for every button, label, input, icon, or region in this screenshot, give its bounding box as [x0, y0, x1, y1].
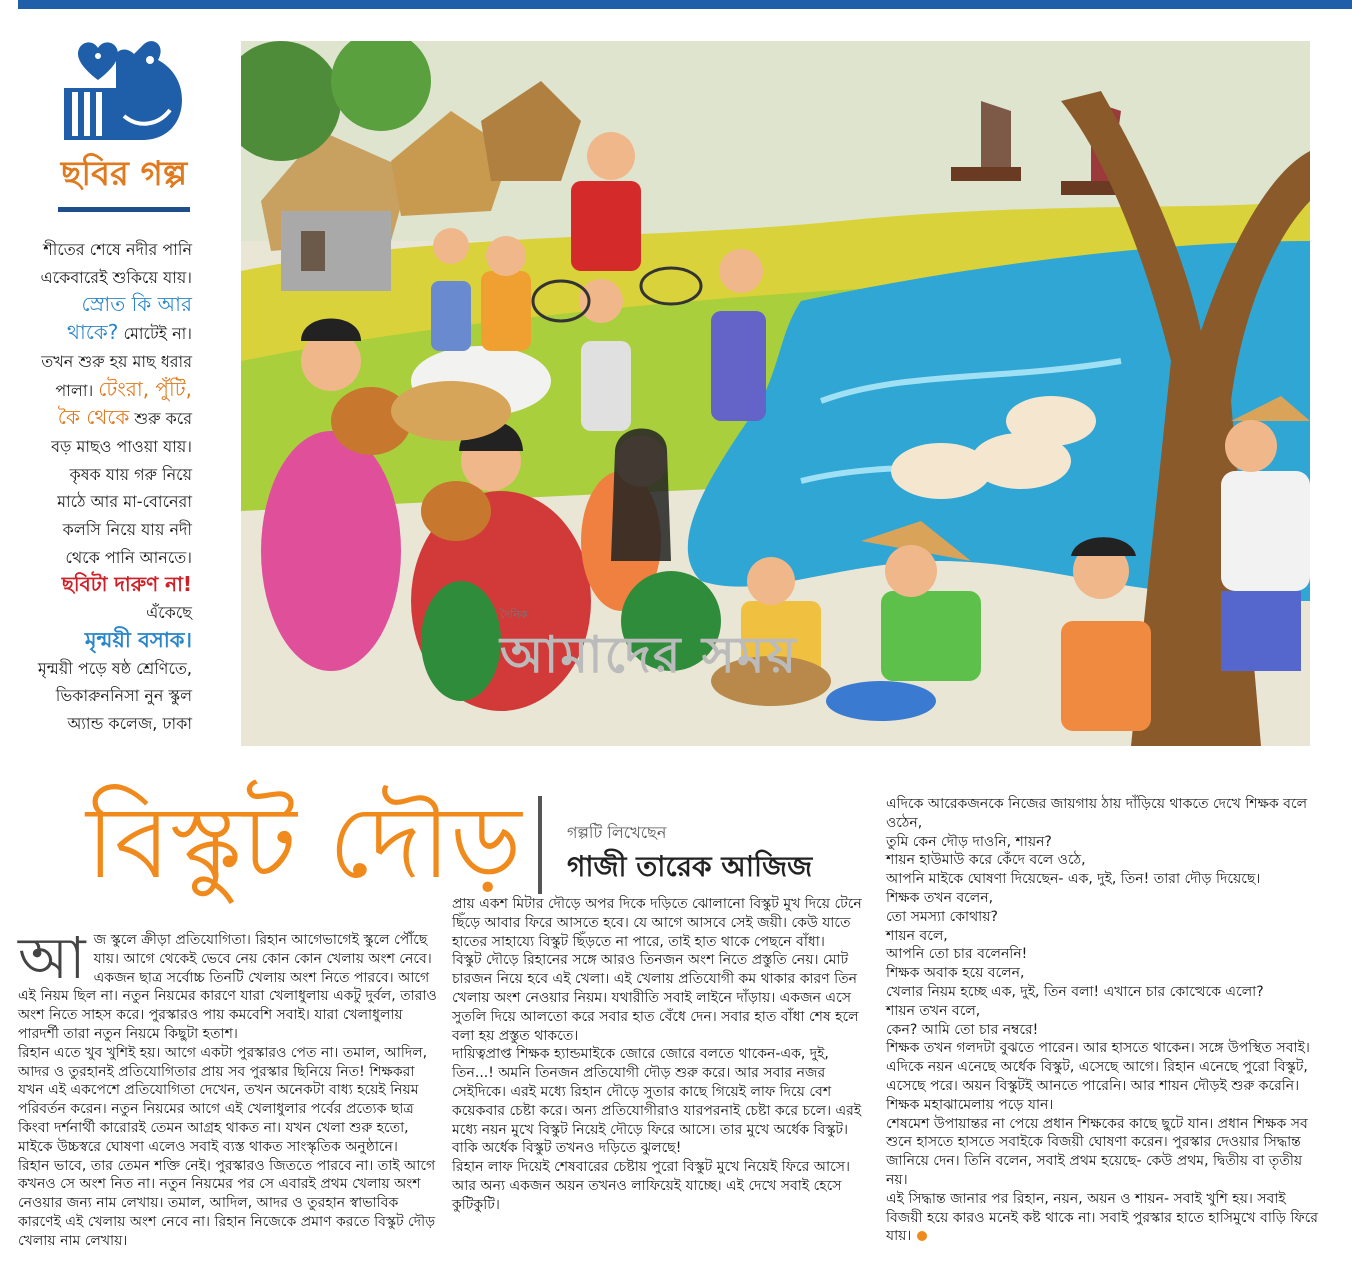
end-mark-icon: [917, 1231, 927, 1241]
caption-line: মাঠে আর মা-বোনেরা: [57, 492, 192, 512]
caption-line: ভিকারুননিসা নুন স্কুল: [55, 686, 192, 706]
caption-line: মোটেই না।: [118, 324, 192, 344]
paragraph: আপনি তো চার বলেননি!: [886, 946, 1028, 963]
section-underline: [58, 207, 190, 212]
paragraph: প্রায় একশ মিটার দৌড়ে অপর দিকে দড়িতে ঝোলানো বিস্কুট মুখ দিয়ে টেনে ছিঁড়ে আবার ফিরে আসতে হবে। যে আগে আসবে সেই জয়ী। কেউ যাতে হাতের সাহায্যে বিস্কুট ছিঁড়তে না পারে, তাই হাত থাকে পেছনে বাঁধা।: [452, 896, 862, 950]
caption-highlight: ছবিটা দারুণ না!: [61, 572, 192, 597]
caption-highlight: থাকে?: [67, 320, 119, 345]
paragraph: শায়ন তখন বলে,: [886, 1002, 981, 1019]
paragraph: রিহান ভাবে, তার তেমন শক্তি নেই। পুরস্কারও জিততে পারবে না। তাই আগে কখনও সে অংশ নিত না। নতুন নিয়মের পর সে এবারই প্রথম খেলায় অংশ নেওয়ার জন্য নাম লেখায়। তমাল, আদিল, আদর ও তুরহান স্বাভাবিক কারণেই এই খেলায় অংশ নেবে না। রিহান নিজেকে প্রমাণ করতে বিস্কুট দৌড় খেলায় নাম লেখায়।: [18, 1157, 436, 1249]
story-column-3: [886, 795, 1318, 1246]
watermark-title: আমাদের সময়: [500, 625, 799, 684]
caption-highlight: টেংরা, পুঁটি,: [98, 376, 192, 401]
caption-highlight: কৈ থেকে: [57, 405, 130, 430]
paragraph: কেন? আমি তো চার নম্বরে!: [886, 1021, 1039, 1038]
paragraph: এদিকে নয়ন এনেছে অর্ধেক বিস্কুট, এসেছে আগে। রিহান এনেছে পুরো বিস্কুট, এসেছে পরে। অয়ন বিস্কুটই আনতে পারেনি। আর শায়ন দৌড়ই শুরু করেনি। শিক্ষক মহাঝামেলায় পড়ে যান।: [886, 1059, 1308, 1113]
paragraph: এদিকে আরেকজনকে নিজের জায়গায় ঠায় দাঁড়িয়ে থাকতে দেখে শিক্ষক বলে ওঠেন,: [886, 796, 1308, 831]
byline-divider: [538, 796, 542, 894]
story-column-2: [452, 895, 872, 1215]
caption-line: কৃষক যায় গরু নিয়ে: [69, 464, 192, 484]
bird-heart-logo-icon: [58, 36, 188, 148]
paragraph: রিহান এতে খুব খুশিই হয়। আগে একটা পুরস্কারও পেত না। তমাল, আদিল, আদর ও তুরহানই প্রতিযোগিতার প্রায় সব পুরস্কার ছিনিয়ে নিত! শিক্ষকরা যখন এই একপেশে প্রতিযোগিতা দেখেন, তখন অনেকটা বাধ্য হয়েই নিয়ম পরিবর্তন করেন। নতুন নিয়মের আগে এই খেলাধুলার পর্বের প্রত্যেক ছাত্র কিংবা দর্শনার্থী কারোরই তেমন আগ্রহ থাকত না। যখন খেলা শুরু হতো, মাইকে উচ্চস্বরে ঘোষণা এলেও সবাই ব্যস্ত থাকত সাংস্কৃতিক অনুষ্ঠানে।: [18, 1044, 428, 1155]
story-title: বিস্কুট দৌড়: [86, 784, 522, 901]
paragraph: তুমি কেন দৌড় দাওনি, শায়ন?: [886, 833, 1052, 850]
caption-line: শুরু করে: [129, 409, 192, 429]
drop-cap: আ: [18, 924, 86, 992]
paragraph: দায়িত্বপ্রাপ্ত শিক্ষক হ্যান্ডমাইকে জোরে জোরে বলতে থাকেন-এক, দুই, তিন...! অমনি তিনজন প্রতিযোগী দৌড় শুরু করে। আর সবার নজর সেইদিকে। এরই মধ্যে রিহান দৌড়ে সুতার কাছে গিয়েই লাফ দিয়ে বেশ কয়েকবার চেষ্টা করে। অন্য প্রতিযোগীরাও যারপরনাই চেষ্টা করে চলে। এরই মধ্যে নয়ন মুখে বিস্কুট নিয়েই দৌড়ে ফিরে আসে। তার মুখে অর্ধেক বিস্কুট। বাকি অর্ধেক বিস্কুট তখনও দড়িতে ঝুলছে!: [452, 1046, 862, 1157]
paragraph: জ স্কুলে ক্রীড়া প্রতিযোগিতা। রিহান আগেভাগেই স্কুলে পৌঁছে যায়। আগে থেকেই ভেবে নেয় কোন কোন খেলায় অংশ নেবে। একজন ছাত্র সর্বোচ্চ তিনটি খেলায় অংশ নিতে পারবে। আগে এই নিয়ম ছিল না। নতুন নিয়মের কারণে যারা খেলাধুলায় একটু দুর্বল, তারাও অংশ নিতে সাহস করে। পুরস্কারও পায় কমবেশি সবাই। যারা খেলাধুলায় পারদর্শী তারা নতুন নিয়মে কিছুটা হতাশ।: [18, 932, 437, 1042]
byline-author: গাজী তারেক আজিজ: [567, 850, 813, 883]
caption-line: একেবারেই শুকিয়ে যায়।: [40, 267, 192, 287]
paragraph: আপনি মাইকে ঘোষণা দিয়েছেন- এক, দুই, তিন! তারা দৌড় দিয়েছে।: [886, 871, 1261, 888]
paragraph: খেলার নিয়ম হচ্ছে এক, দুই, তিন বলা! এখানে চার কোত্থেকে এলো?: [886, 983, 1264, 1000]
caption-line: শীতের শেষে নদীর পানি: [43, 240, 192, 259]
caption-line: কলসি নিয়ে যায় নদী: [62, 520, 192, 540]
section-title: ছবির গল্প: [60, 154, 188, 194]
caption-line: পালা।: [55, 380, 99, 400]
story-column-1: [18, 924, 444, 1251]
caption-line: মৃন্ময়ী পড়ে ষষ্ঠ শ্রেণিতে,: [37, 658, 192, 678]
artist-name: মৃন্ময়ী বসাক।: [84, 627, 192, 652]
watermark-kicker: দৈনিক: [500, 608, 528, 621]
byline-kicker: গল্পটি লিখেছেন: [567, 823, 667, 842]
top-rule: [18, 0, 1352, 9]
paragraph: রিহান লাফ দিয়েই শেষবারের চেষ্টায় পুরো বিস্কুট মুখে নিয়েই ফিরে আসে। আর অন্য একজন অয়ন তখনও লাফিয়েই যাচ্ছে। এই দেখে সবাই হেসে কুটিকুটি।: [452, 1159, 850, 1213]
caption-highlight: স্রোত কি আর: [81, 292, 192, 317]
paragraph: শিক্ষক তখন গলদটা বুঝতে পারেন। আর হাসতে থাকেন। সঙ্গে উপস্থিত সবাই।: [886, 1040, 1310, 1057]
paragraph: তো সমস্যা কোথায়?: [886, 908, 998, 925]
paragraph: শায়ন হাউমাউ করে কেঁদে বলে ওঠে,: [886, 852, 1086, 869]
caption-line: তখন শুরু হয় মাছ ধরার: [41, 351, 192, 371]
paragraph: শিক্ষক অবাক হয়ে বলেন,: [886, 965, 1025, 982]
caption-line: থেকে পানি আনতে।: [65, 547, 192, 567]
paragraph: শিক্ষক তখন বলেন,: [886, 889, 994, 906]
paragraph: বিস্কুট দৌড়ে রিহানের সঙ্গে আরও তিনজন অংশ নিতে প্রস্তুতি নেয়। মোট চারজন নিয়ে হবে এই খেলা। এই খেলায় প্রতিযোগী কম থাকার কারণ তিন খেলায় অংশ নেওয়ার নিয়ম। যথারীতি সবাই লাইনে দাঁড়ায়। একজন এসে সুতলি দিয়ে আলতো করে সবার হাত বেঁধে দেন। সবার হাত বাঁধা শেষ হলে বলা হয় প্রস্তুত থাকতে।: [452, 952, 859, 1044]
caption-line: এঁকেছে: [146, 603, 192, 623]
paragraph: এই সিদ্ধান্ত জানার পর রিহান, নয়ন, অয়ন ও শায়ন- সবাই খুশি হয়। সবাই বিজয়ী হয়ে কারও মনেই কষ্ট থাকে না। সবাই পুরস্কার হাতে হাসিমুখে বাড়ি ফিরে যায়।: [886, 1190, 1318, 1245]
paragraph: শেষমেশ উপায়ান্তর না পেয়ে প্রধান শিক্ষকের কাছে ছুটে যান। প্রধান শিক্ষক সব শুনে হাসতে হাসতে সবাইকে বিজয়ী ঘোষণা করেন। পুরস্কার দেওয়ার সিদ্ধান্ত জানিয়ে দেন। তিনি বলেন, সবাই প্রথম হয়েছে- কেউ প্রথম, দ্বিতীয় বা তৃতীয় নয়।: [886, 1115, 1308, 1188]
painting-caption: [14, 236, 192, 738]
caption-line: অ্যান্ড কলেজ, ঢাকা: [67, 713, 192, 733]
caption-line: বড় মাছও পাওয়া যায়।: [51, 436, 192, 456]
paragraph: শায়ন বলে,: [886, 927, 948, 944]
